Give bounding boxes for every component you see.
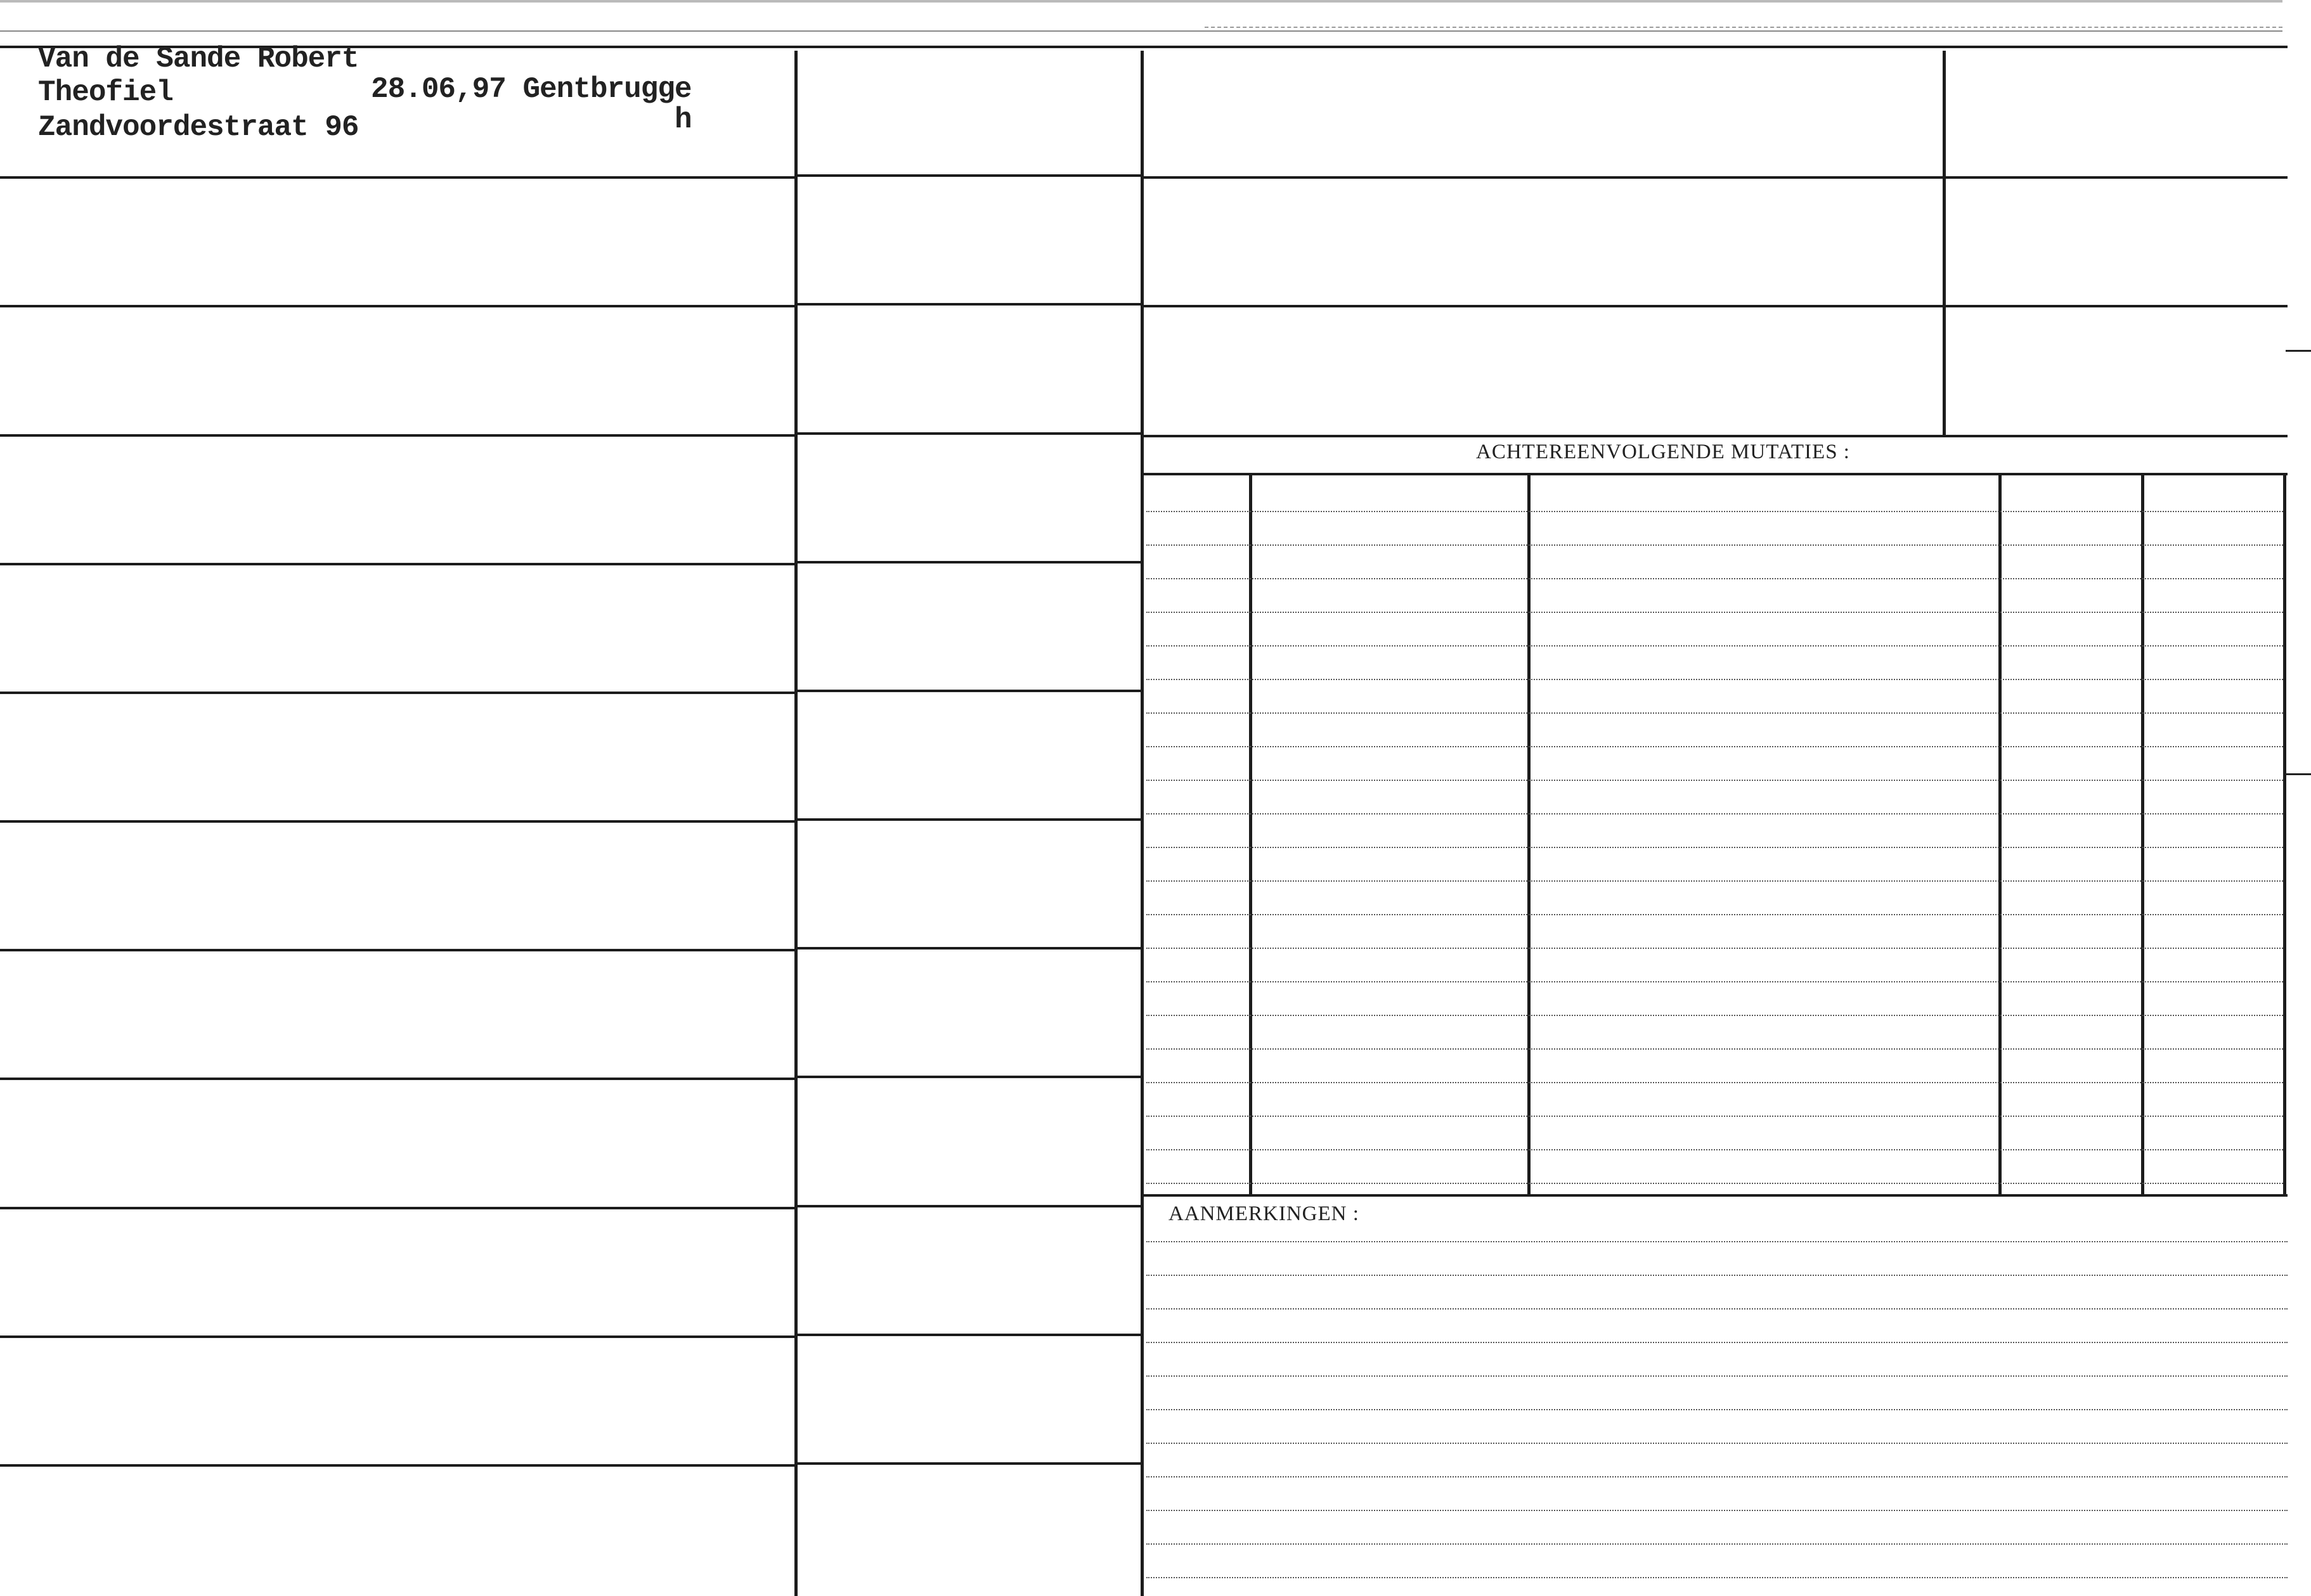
record-name: Van de Sande Robert <box>38 42 359 75</box>
mutations-col-4 <box>2141 475 2144 1194</box>
mutation-row <box>1146 1048 2283 1050</box>
mutation-row <box>1146 1015 2283 1016</box>
middle-row-line <box>798 561 1141 563</box>
divider-middle <box>1141 51 1144 1596</box>
mutations-bottom-line <box>1143 1194 2288 1197</box>
remark-row <box>1146 1275 2288 1276</box>
middle-row-line <box>798 174 1141 177</box>
mutation-row <box>1146 578 2283 579</box>
margin-tick-1 <box>2286 350 2311 352</box>
mutation-row <box>1146 746 2283 747</box>
mutations-title: ACHTEREENVOLGENDE MUTATIES : <box>1476 441 1850 463</box>
left-row-line <box>0 563 794 565</box>
remark-row <box>1146 1241 2288 1242</box>
mutations-header-line <box>1143 473 2288 475</box>
top-rule <box>0 30 2282 32</box>
mutation-row <box>1146 914 2283 915</box>
remark-row <box>1146 1577 2288 1578</box>
mutations-col-3 <box>1998 475 2002 1194</box>
margin-tick-2 <box>2286 773 2311 775</box>
remarks-title: AANMERKINGEN : <box>1168 1202 1359 1225</box>
left-row-line <box>0 949 794 951</box>
mutation-row <box>1146 948 2283 949</box>
left-row-line <box>0 1207 794 1209</box>
left-row-line <box>0 692 794 694</box>
middle-row-line <box>798 303 1141 306</box>
middle-row-line <box>798 1462 1141 1465</box>
middle-row-line <box>798 818 1141 821</box>
top-border <box>0 0 2282 3</box>
left-row-line <box>0 176 794 179</box>
middle-row-line <box>798 690 1141 692</box>
mutation-row <box>1146 612 2283 613</box>
left-row-line <box>0 305 794 307</box>
right-row-line-2 <box>1143 305 2288 307</box>
middle-row-line <box>798 947 1141 949</box>
left-row-line <box>0 1335 794 1338</box>
mutation-row <box>1146 813 2283 814</box>
left-row-line <box>0 434 794 437</box>
left-row-line <box>0 820 794 823</box>
divider-left <box>794 51 798 1596</box>
mutation-row <box>1146 1183 2283 1184</box>
remark-row <box>1146 1543 2288 1545</box>
left-row-line <box>0 1078 794 1080</box>
mutation-row <box>1146 1082 2283 1083</box>
middle-row-line <box>798 1076 1141 1078</box>
mutations-col-5 <box>2283 475 2286 1194</box>
top-edge <box>0 0 2311 38</box>
top-dashes <box>1205 27 2282 28</box>
mutation-row <box>1146 544 2283 546</box>
mutation-row <box>1146 847 2283 848</box>
remark-row <box>1146 1510 2288 1511</box>
remark-row <box>1146 1409 2288 1410</box>
left-row-line <box>0 1464 794 1467</box>
mutation-row <box>1146 880 2283 882</box>
mutation-row <box>1146 981 2283 982</box>
mutation-row <box>1146 780 2283 781</box>
mutation-row <box>1146 511 2283 512</box>
mutation-row <box>1146 1116 2283 1117</box>
right-row-line-3 <box>1143 435 2288 437</box>
record-firstname: Theofiel <box>38 76 173 109</box>
mutations-col-1 <box>1249 475 1252 1194</box>
remark-row <box>1146 1375 2288 1377</box>
record-mark: h <box>675 103 692 136</box>
remark-row <box>1146 1443 2288 1444</box>
mutation-row <box>1146 679 2283 680</box>
remark-row <box>1146 1308 2288 1310</box>
remark-row <box>1146 1476 2288 1477</box>
remark-row <box>1146 1342 2288 1343</box>
divider-right-upper <box>1943 51 1946 435</box>
mutation-row <box>1146 1149 2283 1150</box>
middle-row-line <box>798 432 1141 435</box>
right-row-line-1 <box>1143 176 2288 179</box>
mutations-col-2 <box>1527 475 1531 1194</box>
record-address: Zandvoordestraat 96 <box>38 111 359 144</box>
middle-row-line <box>798 1205 1141 1207</box>
record-birth-info: 28.06,97 Gentbrugge <box>371 73 692 106</box>
mutation-row <box>1146 712 2283 714</box>
middle-row-line <box>798 1334 1141 1336</box>
mutation-row <box>1146 645 2283 647</box>
